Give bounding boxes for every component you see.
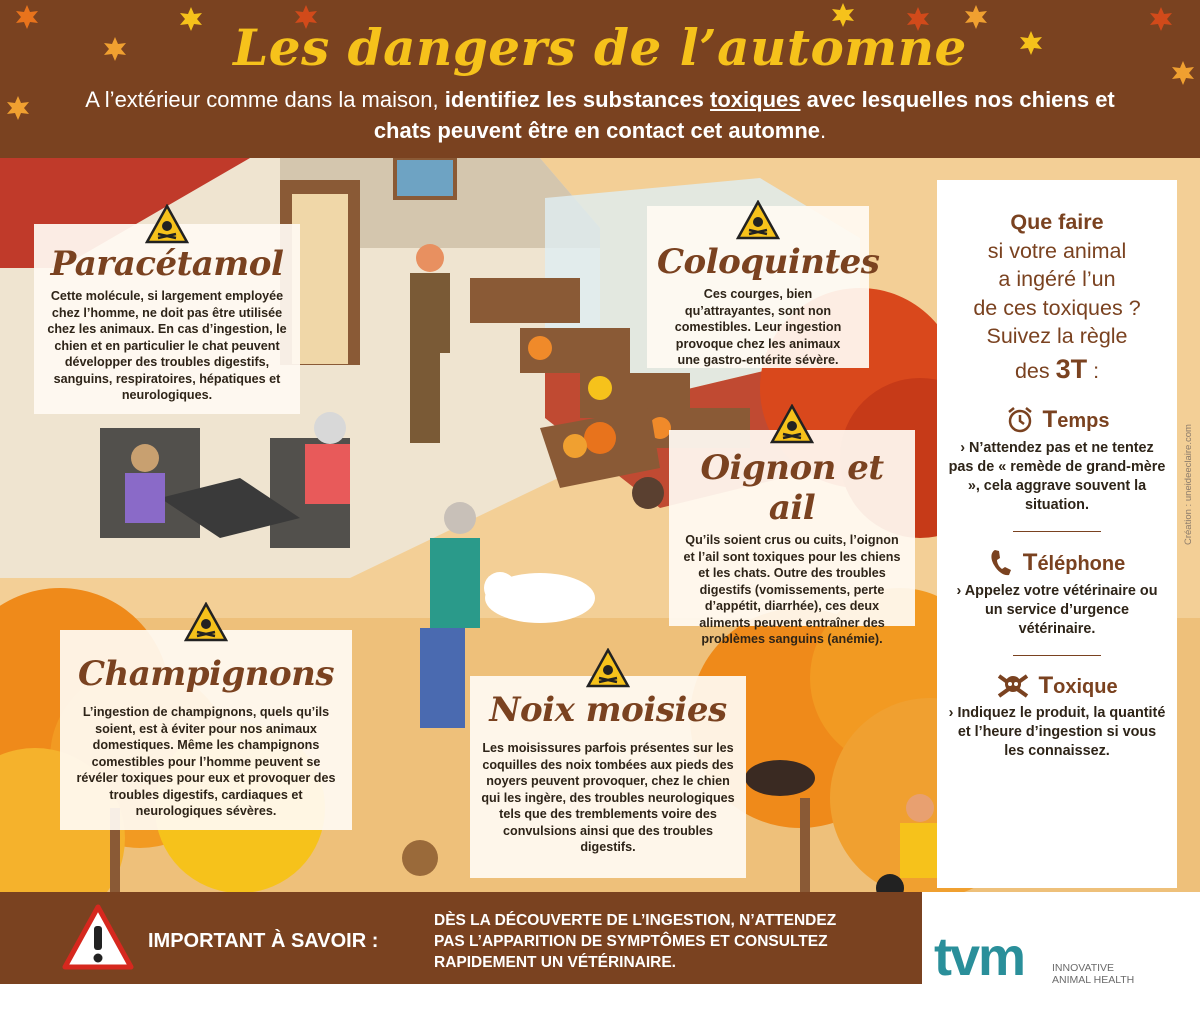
step-toxique [937,672,1177,761]
three-t-panel [937,180,1177,888]
tagline-line: INNOVATIVE [1052,962,1115,974]
tvm-tagline [1052,962,1134,986]
step-telephone-text: › Appelez votre vétérinaire ou un service d’urgence vétérinaire. [956,583,1158,637]
oignon-ail-text: Qu’ils soient crus ou cuits, l’oignon et l’ail sont toxiques pour les chiens et les chats. Outre des troubles digestifs (vomissements, perte d’appétit, diarrhée), ces deux aliments peuvent entraîner des problèmes sanguins (anémie). [683,533,901,646]
credit-text: Création : uneideeclaire.com [1183,424,1194,545]
coloquintes-card [647,206,880,368]
step-temps-label [1043,406,1110,434]
paracetamol-title: Paracétamol [50,244,284,284]
divider [1013,655,1101,656]
page-subtitle [60,84,1140,146]
subtitle-bold-part: avec lesquelles nos chiens et chats peuvent être en contact cet automne [373,87,1115,143]
champignons-card [60,630,352,830]
coloquintes-title: Coloquintes [657,242,880,282]
step-initial: T [1042,406,1058,433]
rule-3t: 3T [1055,353,1088,384]
subtitle-underlined-word: toxiques [710,87,801,112]
header-banner [0,0,1200,158]
step-word: éléphone [1037,553,1126,575]
oignon-ail-card [669,430,915,646]
step-toxique-label [1038,672,1117,700]
noix-moisies-title: Noix moisies [489,690,727,730]
step-temps-header [937,405,1177,435]
step-telephone [937,548,1177,639]
step-temps-text: › N’attendez pas et ne tentez pas de « remède de grand-mère », cela aggrave souvent la situation. [948,440,1166,513]
subtitle-intro: A l’extérieur comme dans la maison, [85,87,445,112]
page-title: Les dangers de l’automne [233,18,967,77]
paracetamol-text: Cette molécule, si largement employée chez l’homme, ne doit pas être utilisée chez les animaux. En cas d’ingestion, le chien et en particulier le chat peuvent développer des troubles digestifs, sanguins, respiratoires, hépatiques et neurologiques. [47,289,287,402]
warning-bar [0,892,922,984]
coloquintes-text: Ces courges, bien qu’attrayantes, sont non comestibles. Leur ingestion provoque chez les animaux une gastro-entérite sévère. [674,287,842,367]
panel-heading-line: a ingéré l’un [998,267,1116,291]
panel-heading-line: Que faire [1010,210,1104,234]
tagline-line: ANIMAL HEALTH [1052,974,1135,986]
champignons-title: Champignons [77,654,334,694]
subtitle-end: . [820,118,827,143]
important-label: IMPORTANT À SAVOIR : [148,930,379,952]
important-message [434,910,836,973]
step-temps [937,405,1177,515]
paracetamol-card [34,224,300,414]
noix-moisies-card [470,676,746,878]
step-telephone-label [1023,549,1125,577]
step-toxique-text: › Indiquez le produit, la quantité et l’heure d’ingestion si vous les connaissez. [948,705,1166,759]
hazard-skull-icon [184,602,228,642]
warning-icon [62,904,134,970]
step-telephone-header [937,548,1177,578]
panel-heading-line: de ces toxiques ? [973,295,1141,320]
hazard-skull-icon [736,200,780,240]
phone-icon [989,548,1015,578]
subtitle-bold-part: identifiez les substances [444,87,711,112]
oignon-ail-title: Oignon et ail [700,448,884,528]
step-word: emps [1057,410,1110,432]
step-toxique-header [937,672,1177,700]
alarm-clock-icon [1005,405,1035,435]
step-initial: T [1038,672,1054,699]
tvm-brand [934,927,1184,990]
noix-moisies-text: Les moisissures parfois présentes sur les coquilles des noix tombées aux pieds des noyers peuvent provoquer, chez le chien qui les ingère, des troubles neurologiques tels que des tremblements voire des convulsions ainsi que des troubles digestifs. [481,741,735,854]
panel-heading-line [937,355,1177,386]
panel-heading-line: si votre animal [987,238,1127,263]
step-initial: T [1022,549,1038,576]
tvm-logo: tvm [934,927,1025,987]
message-line: PAS L’APPARITION DE SYMPTÔMES ET CONSULTEZ [434,933,828,950]
rule-suffix: : [1087,358,1100,383]
rule-prefix: des [1014,358,1056,383]
panel-heading-line: Suivez la règle [986,324,1128,348]
skull-crossbones-icon [996,672,1030,700]
panel-heading [937,180,1177,385]
message-line: DÈS LA DÉCOUVERTE DE L’INGESTION, N’ATTENDEZ [434,912,837,929]
message-line: RAPIDEMENT UN VÉTÉRINAIRE. [434,954,676,971]
autumn-leaf-icon [5,95,31,121]
hazard-skull-icon [145,204,189,244]
step-word: oxique [1053,676,1118,698]
divider [1013,531,1101,532]
hazard-skull-icon [586,648,630,688]
champignons-text: L’ingestion de champignons, quels qu’ils soient, est à éviter pour nos animaux domestiques. Même les champignons comestibles pour l’homme peuvent se révéler toxiques pour eux et provoquer des troubles digestifs, cardiaques et neurologiques sévères. [76,705,336,818]
hazard-skull-icon [770,404,814,444]
